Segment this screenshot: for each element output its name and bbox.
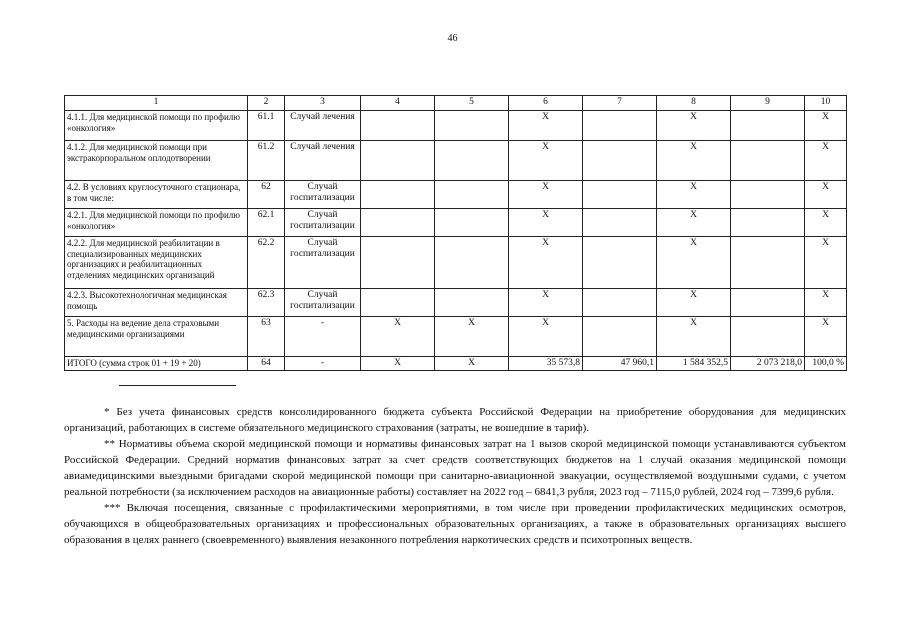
cell-col10: Х — [805, 289, 847, 317]
cell-col5 — [435, 237, 509, 289]
cell-col10: Х — [805, 317, 847, 357]
table-row — [65, 111, 847, 141]
row-name: 4.1.2. Для медицинской помощи при экстракорпоральном оплодотворении — [65, 141, 248, 181]
cell-col10: Х — [805, 111, 847, 141]
cell-col9 — [731, 317, 805, 357]
row-code: 64 — [248, 357, 285, 371]
cell-col5 — [435, 289, 509, 317]
row-unit: - — [285, 357, 361, 371]
cell-col8: Х — [657, 237, 731, 289]
row-code: 61.2 — [248, 141, 285, 181]
row-name: 4.2.2. Для медицинской реабилитации в специализированных медицинских организациях и реабилитационных отделениях медицинских организаций — [65, 237, 248, 289]
footnote-2: ** Нормативы объема скорой медицинской помощи и нормативы финансовых затрат на 1 вызов скорой медицинской помощи устанавливаются субъектом Российской Федерации. Средний норматив финансовых затрат за счет средств соответствующих бюджетов на 1 случай оказания медицинской помощи авиамедицинскими выездными бригадами скорой медицинской помощи при санитарно-авиационной эвакуации, осуществляемой воздушными судами, с учетом реальной потребности (за исключением расходов на авиационные работы) составляет на 2022 год – 6841,3 рубля, 2023 год – 7115,0 рублей, 2024 год – 7399,6 рубля. — [64, 438, 846, 498]
table-row — [65, 209, 847, 237]
row-name: 4.1.1. Для медицинской помощи по профилю «онкология» — [65, 111, 248, 141]
cell-col7 — [583, 181, 657, 209]
row-name: 4.2.3. Высокотехнологичная медицинская помощь — [65, 289, 248, 317]
col-header-9: 9 — [731, 96, 805, 111]
row-unit: - — [285, 317, 361, 357]
cell-col4 — [361, 111, 435, 141]
cell-col4 — [361, 141, 435, 181]
table-row — [65, 141, 847, 181]
row-unit: Случай лечения — [285, 141, 361, 181]
cell-col7: 47 960,1 — [583, 357, 657, 371]
cell-col5: Х — [435, 317, 509, 357]
row-code: 62.1 — [248, 209, 285, 237]
cell-col10: Х — [805, 209, 847, 237]
cell-col5 — [435, 141, 509, 181]
cell-col6: Х — [509, 209, 583, 237]
col-header-8: 8 — [657, 96, 731, 111]
cell-col10: Х — [805, 181, 847, 209]
footnote-3: *** Включая посещения, связанные с профилактическими мероприятиями, в том числе при проведении профилактических медицинских осмотров, обучающихся в общеобразовательных организациях и профессиональных образовательных организациях, а также в образовательных организациях высшего образования в целях раннего (своевременного) выявления незаконного потребления наркотических средств и психотропных веществ. — [64, 502, 846, 546]
row-name: 4.2. В условиях круглосуточного стационара, в том числе: — [65, 181, 248, 209]
cell-col4 — [361, 289, 435, 317]
col-header-4: 4 — [361, 96, 435, 111]
footnotes — [64, 404, 846, 548]
cell-col10: Х — [805, 141, 847, 181]
financing-table — [64, 95, 847, 371]
cell-col7 — [583, 317, 657, 357]
cell-col9 — [731, 111, 805, 141]
row-code: 61.1 — [248, 111, 285, 141]
table-row — [65, 181, 847, 209]
table-row — [65, 317, 847, 357]
cell-col7 — [583, 209, 657, 237]
col-header-7: 7 — [583, 96, 657, 111]
cell-col9 — [731, 237, 805, 289]
col-header-1: 1 — [65, 96, 248, 111]
cell-col9 — [731, 209, 805, 237]
cell-col8: 1 584 352,5 — [657, 357, 731, 371]
cell-col9 — [731, 181, 805, 209]
cell-col6: Х — [509, 317, 583, 357]
cell-col6: Х — [509, 141, 583, 181]
table-row — [65, 237, 847, 289]
cell-col4 — [361, 209, 435, 237]
row-name: 5. Расходы на ведение дела страховыми медицинскими организациями — [65, 317, 248, 357]
cell-col6: 35 573,8 — [509, 357, 583, 371]
cell-col8: Х — [657, 141, 731, 181]
cell-col6: Х — [509, 111, 583, 141]
col-header-2: 2 — [248, 96, 285, 111]
cell-col6: Х — [509, 237, 583, 289]
row-code: 62.3 — [248, 289, 285, 317]
table-row — [65, 289, 847, 317]
cell-col9 — [731, 289, 805, 317]
row-unit: Случай госпитализации — [285, 209, 361, 237]
col-header-10: 10 — [805, 96, 847, 111]
row-name: ИТОГО (сумма строк 01 + 19 + 20) — [65, 357, 248, 371]
row-code: 62.2 — [248, 237, 285, 289]
page-number: 46 — [447, 33, 458, 44]
cell-col7 — [583, 237, 657, 289]
row-name: 4.2.1. Для медицинской помощи по профилю «онкология» — [65, 209, 248, 237]
cell-col7 — [583, 289, 657, 317]
row-unit: Случай госпитализации — [285, 181, 361, 209]
header-row — [65, 96, 847, 111]
col-header-3: 3 — [285, 96, 361, 111]
cell-col8: Х — [657, 317, 731, 357]
cell-col5: Х — [435, 357, 509, 371]
cell-col5 — [435, 181, 509, 209]
cell-col7 — [583, 111, 657, 141]
cell-col4: Х — [361, 317, 435, 357]
cell-col5 — [435, 209, 509, 237]
cell-col4 — [361, 181, 435, 209]
cell-col9 — [731, 141, 805, 181]
row-code: 63 — [248, 317, 285, 357]
col-header-6: 6 — [509, 96, 583, 111]
cell-col8: Х — [657, 111, 731, 141]
cell-col8: Х — [657, 181, 731, 209]
row-unit: Случай госпитализации — [285, 289, 361, 317]
row-unit: Случай лечения — [285, 111, 361, 141]
cell-col6: Х — [509, 181, 583, 209]
cell-col4 — [361, 237, 435, 289]
footnote-1: * Без учета финансовых средств консолидированного бюджета субъекта Российской Федерации на приобретение оборудования для медицинских организаций, работающих в системе обязательного медицинского страхования (затраты, не вошедшие в тариф). — [64, 406, 846, 434]
cell-col8: Х — [657, 209, 731, 237]
total-row — [65, 357, 847, 371]
cell-col7 — [583, 141, 657, 181]
cell-col10: 100,0 % — [805, 357, 847, 371]
cell-col8: Х — [657, 289, 731, 317]
footnote-separator — [119, 385, 236, 386]
row-unit: Случай госпитализации — [285, 237, 361, 289]
cell-col5 — [435, 111, 509, 141]
row-code: 62 — [248, 181, 285, 209]
cell-col6: Х — [509, 289, 583, 317]
cell-col4: Х — [361, 357, 435, 371]
cell-col9: 2 073 218,0 — [731, 357, 805, 371]
cell-col10: Х — [805, 237, 847, 289]
col-header-5: 5 — [435, 96, 509, 111]
